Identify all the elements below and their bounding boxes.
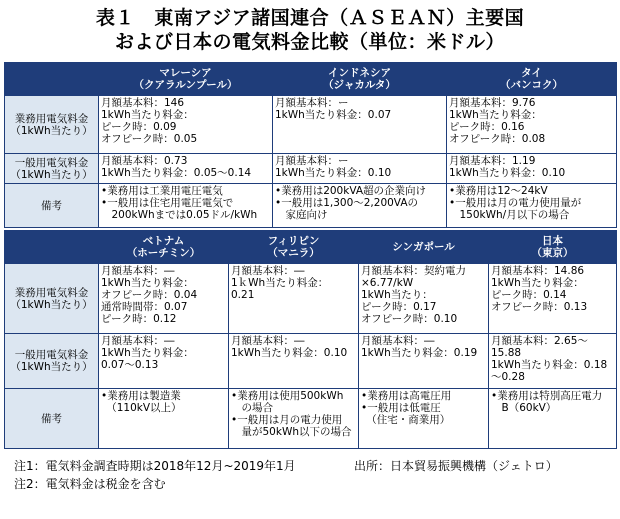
city-name: （バンコク） [500, 79, 563, 91]
table-row [5, 154, 617, 184]
header-thailand [447, 63, 617, 96]
table-cell: 月額基本料：ー 1kWh当たり料金：0.07 [273, 96, 447, 154]
note-tax: 注2：電気料金は税金を含む [14, 477, 166, 491]
comparison-table-2 [4, 230, 617, 449]
header-vietnam [99, 231, 229, 264]
table-cell: 月額基本料：契約電力 ×6.77/kW 1kWh当たり： ピーク時：0.17 オフピーク時：0.10 [359, 264, 489, 334]
comparison-table-1 [4, 62, 617, 228]
row-label-residential: 一般用電気料金 （1kWh当たり） [5, 334, 99, 389]
table-cell: •業務用は特別高圧電力 B（60kV） [489, 389, 617, 449]
table-cell: 月額基本料：14.86 1kWh当たり料金： ピーク時：0.14 オフピーク時：0.13 [489, 264, 617, 334]
note-survey-period: 注1：電気料金調査時期は2018年12月~2019年1月 [14, 459, 296, 473]
country-name: インドネシア [328, 67, 391, 79]
table-cell: •業務用は製造業 （110kV以上） [99, 389, 229, 449]
table-cell: 月額基本料：― 1kWh当たり料金：0.19 [359, 334, 489, 389]
header-corner [5, 63, 99, 96]
source-note: 出所：日本貿易振興機構（ジェトロ） [354, 459, 558, 473]
table-cell: 月額基本料：2.65～ 15.88 1kWh当たり料金：0.18 ～0.28 [489, 334, 617, 389]
row-label-business: 業務用電気料金 （1kWh当たり） [5, 96, 99, 154]
table-cell: 月額基本料：0.73 1kWh当たり料金：0.05～0.14 [99, 154, 273, 184]
table-cell: 月額基本料：146 1kWh当たり料金： ピーク時：0.09 オフピーク時：0.05 [99, 96, 273, 154]
table-cell: •業務用は高電圧用 •一般用は低電圧 （住宅・商業用） [359, 389, 489, 449]
table-cell: 月額基本料：― 1kWh当たり料金：0.10 [229, 334, 359, 389]
country-name: 日本 [542, 235, 563, 247]
footnote-row [14, 457, 620, 475]
city-name: （マニラ） [267, 247, 320, 259]
country-name: マレーシア [159, 67, 212, 79]
header-corner [5, 231, 99, 264]
table-cell: •業務用は12～24kV •一般用は月の電力使用量が 150kWh/月以下の場合 [447, 184, 617, 228]
row-label-remarks: 備考 [5, 184, 99, 228]
city-name: （ジャカルタ） [323, 79, 396, 91]
table-header-row [5, 63, 617, 96]
country-name: フィリピン [267, 235, 320, 247]
row-label-remarks: 備考 [5, 389, 99, 449]
table-cell: 月額基本料：― 1kWh当たり料金： オフピーク時：0.04 通常時間帯：0.07 ピーク時：0.12 [99, 264, 229, 334]
table-row [5, 389, 617, 449]
table-cell: 月額基本料：1.19 1kWh当たり料金：0.10 [447, 154, 617, 184]
table-row [5, 96, 617, 154]
table-cell: 月額基本料：9.76 1kWh当たり料金： ピーク時：0.16 オフピーク時：0.08 [447, 96, 617, 154]
table-row [5, 334, 617, 389]
footnotes [14, 457, 620, 493]
country-name: タイ [521, 67, 542, 79]
table-row [5, 184, 617, 228]
table-cell: •業務用は使用500kWh の場合 •一般用は月の電力使用 量が50kWh以下の場合 [229, 389, 359, 449]
title-line1: 表１ 東南アジア諸国連合（ＡＳＥＡＮ）主要国 [95, 7, 525, 29]
title-line2: および日本の電気料金比較（単位：米ドル） [114, 31, 505, 53]
city-name: （東京） [531, 247, 574, 259]
header-indonesia [273, 63, 447, 96]
city-name: （クアラルンプール） [133, 79, 238, 91]
country-name: ベトナム [142, 235, 185, 247]
table-row [5, 264, 617, 334]
table-cell: •業務用は200kVA超の企業向け •一般用は1,300～2,200VAの 家庭向け [273, 184, 447, 228]
country-name: シンガポール [392, 241, 455, 253]
header-philippines [229, 231, 359, 264]
table-cell: 月額基本料：― 1ｋWh当たり料金： 0.21 [229, 264, 359, 334]
header-japan [489, 231, 617, 264]
table-cell: 月額基本料：ー 1kWh当たり料金：0.10 [273, 154, 447, 184]
city-name: （ホーチミン） [126, 247, 201, 259]
table-header-row [5, 231, 617, 264]
header-malaysia [99, 63, 273, 96]
header-singapore [359, 231, 489, 264]
row-label-residential: 一般用電気料金 （1kWh当たり） [5, 154, 99, 184]
table-cell: •業務用は工業用電圧電気 •一般用は住宅用電圧電気で 200kWhまでは0.05ドル/kWh [99, 184, 273, 228]
table-cell: 月額基本料：― 1kWh当たり料金： 0.07～0.13 [99, 334, 229, 389]
row-label-business: 業務用電気料金 （1kWh当たり） [5, 264, 99, 334]
